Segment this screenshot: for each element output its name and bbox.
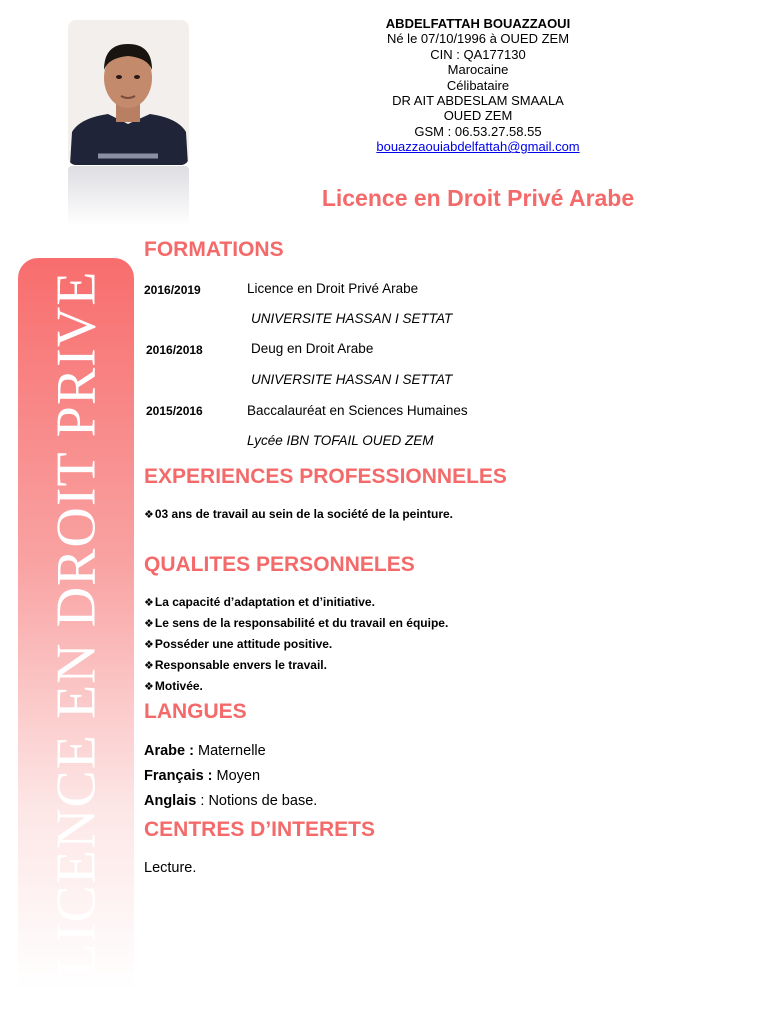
address-line-1: DR AIT ABDESLAM SMAALA	[392, 93, 564, 109]
formation-year: 2015/2016	[146, 404, 203, 418]
formation-degree: Deug en Droit Arabe	[251, 341, 374, 356]
langues-heading: LANGUES	[144, 700, 247, 723]
experiences-heading: EXPERIENCES PROFESSIONNELES	[144, 465, 507, 488]
phone: GSM : 06.53.27.58.55	[414, 123, 542, 139]
language-level: : Notions de base.	[196, 793, 318, 809]
formation-degree: Baccalauréat en Sciences Humaines	[247, 403, 468, 418]
nationality: Marocaine	[447, 62, 509, 78]
address-line-2: OUED ZEM	[443, 108, 513, 124]
language-name: Français :	[144, 768, 213, 784]
diamond-bullet-icon: ❖	[144, 660, 154, 672]
formation-school: UNIVERSITE HASSAN I SETTAT	[251, 311, 453, 326]
quality-item: ❖Le sens de la responsabilité et du travail en équipe.	[144, 616, 449, 630]
interest-text: Lecture.	[144, 860, 197, 876]
formations-heading: FORMATIONS	[144, 238, 284, 261]
diamond-bullet-icon: ❖	[144, 509, 154, 521]
diamond-bullet-icon: ❖	[144, 597, 154, 609]
profile-photo-illustration	[68, 20, 189, 165]
email-link[interactable]: bouazzaouiabdelfattah@gmail.com	[376, 139, 580, 155]
marital-status: Célibataire	[446, 77, 510, 93]
language-name: Arabe :	[144, 743, 194, 759]
language-level: Moyen	[212, 768, 261, 784]
diamond-bullet-icon: ❖	[144, 618, 154, 630]
diamond-bullet-icon: ❖	[144, 639, 154, 651]
side-band-text: LICENCE EN DROIT PRIVE	[45, 270, 107, 978]
birth-info: Né le 07/10/1996 à OUED ZEM	[386, 31, 570, 47]
formation-school: Lycée IBN TOFAIL OUED ZEM	[247, 433, 434, 448]
formation-year: 2016/2019	[144, 283, 201, 297]
centres-heading: CENTRES D’INTERETS	[144, 818, 376, 841]
language-name: Anglais	[144, 793, 197, 809]
language-item	[144, 743, 266, 759]
formation-degree: Licence en Droit Privé Arabe	[247, 281, 419, 296]
profile-photo	[68, 20, 189, 165]
side-band-text-wrap	[18, 258, 134, 990]
profile-photo-reflection	[68, 166, 189, 226]
contact-header	[300, 16, 656, 155]
language-item	[144, 793, 317, 809]
formation-year: 2016/2018	[146, 343, 203, 357]
language-level: Maternelle	[193, 743, 266, 759]
quality-item: ❖La capacité d’adaptation et d’initiative.	[144, 595, 375, 609]
qualites-heading: QUALITES PERSONNELES	[144, 553, 415, 576]
language-item	[144, 768, 260, 784]
experience-item: ❖03 ans de travail au sein de la société de la peinture.	[144, 507, 453, 521]
formation-school: UNIVERSITE HASSAN I SETTAT	[251, 372, 453, 387]
cin: CIN : QA177130	[430, 46, 526, 62]
quality-item: ❖Posséder une attitude positive.	[144, 637, 333, 651]
full-name: ABDELFATTAH BOUAZZAOUI	[385, 16, 571, 31]
cv-title: Licence en Droit Privé Arabe	[321, 185, 635, 211]
diamond-bullet-icon: ❖	[144, 681, 154, 693]
quality-item: ❖Motivée.	[144, 679, 203, 693]
quality-item: ❖Responsable envers le travail.	[144, 658, 327, 672]
